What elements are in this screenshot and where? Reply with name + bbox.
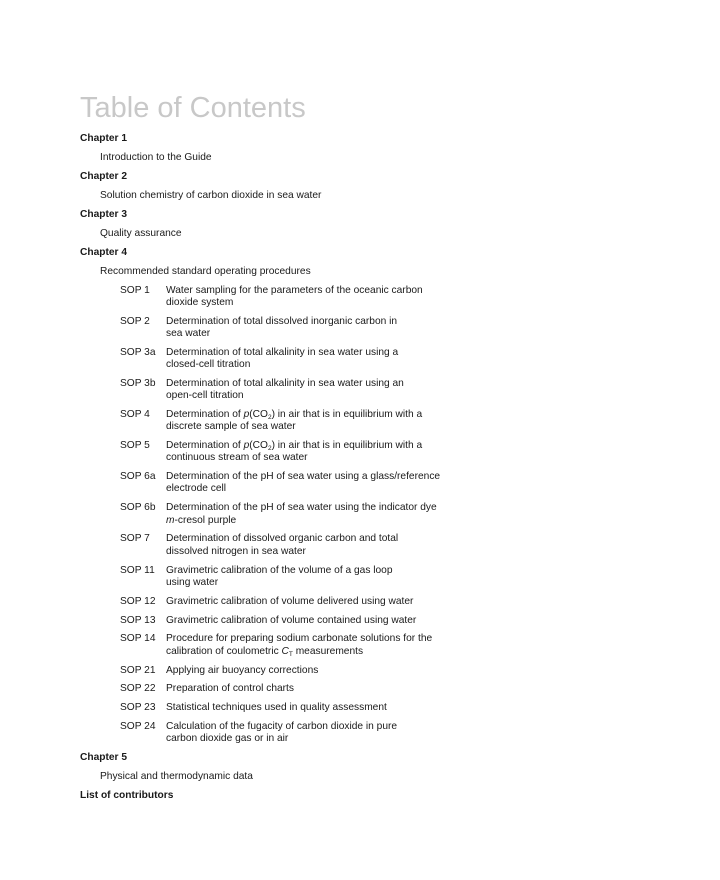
sop-code[interactable]: SOP 22: [120, 683, 156, 694]
sop-title-line[interactable]: using water: [166, 577, 219, 588]
sop-code[interactable]: SOP 3b: [120, 378, 156, 389]
sop-title-line[interactable]: continuous stream of sea water: [166, 452, 308, 463]
sop-title-line[interactable]: Water sampling for the parameters of the oceanic carbon: [166, 285, 423, 296]
sop-code[interactable]: SOP 6b: [120, 502, 156, 513]
sop-code[interactable]: SOP 5: [120, 440, 150, 451]
sop-title-line[interactable]: [166, 515, 236, 527]
sop-code[interactable]: SOP 24: [120, 721, 156, 732]
sop-title-line[interactable]: sea water: [166, 328, 211, 339]
page-title: Table of Contents: [80, 92, 306, 124]
text-run: (CO: [249, 409, 268, 420]
sop-code[interactable]: SOP 12: [120, 596, 156, 607]
sop-title-line[interactable]: Preparation of control charts: [166, 683, 294, 694]
sop-code[interactable]: SOP 21: [120, 665, 156, 676]
sop-code[interactable]: SOP 23: [120, 702, 156, 713]
sop-title-line[interactable]: carbon dioxide gas or in air: [166, 733, 289, 744]
chapter-1-entry[interactable]: Introduction to the Guide: [100, 152, 212, 163]
chapter-2-entry[interactable]: Solution chemistry of carbon dioxide in sea water: [100, 190, 322, 201]
sop-title-line[interactable]: Determination of dissolved organic carbon and total: [166, 533, 399, 544]
chapter-4-heading[interactable]: Chapter 4: [80, 247, 127, 258]
text-run: calibration of coulometric: [166, 646, 282, 657]
sop-title-line[interactable]: open-cell titration: [166, 390, 244, 401]
sop-title-line[interactable]: closed-cell titration: [166, 359, 251, 370]
chapter-4-entry[interactable]: Recommended standard operating procedures: [100, 266, 311, 277]
sop-code[interactable]: SOP 11: [120, 565, 155, 576]
sop-title-line[interactable]: [166, 646, 363, 659]
sop-title-line[interactable]: Applying air buoyancy corrections: [166, 665, 319, 676]
chapter-3-entry[interactable]: Quality assurance: [100, 228, 182, 239]
sop-title-line[interactable]: Calculation of the fugacity of carbon dioxide in pure: [166, 721, 398, 732]
sop-title-line[interactable]: Determination of the pH of sea water using a glass/reference: [166, 471, 441, 482]
text-run: Determination of: [166, 409, 244, 420]
sop-title-line[interactable]: electrode cell: [166, 483, 227, 494]
sop-code[interactable]: SOP 1: [120, 285, 150, 296]
sop-title-line[interactable]: Determination of total dissolved inorganic carbon in: [166, 316, 398, 327]
text-run: ) in air that is in equilibrium with a: [271, 440, 423, 451]
sop-title-line[interactable]: dioxide system: [166, 297, 234, 308]
text-run: measurements: [292, 646, 364, 657]
chapter-2-heading[interactable]: Chapter 2: [80, 171, 127, 182]
sop-code[interactable]: SOP 6a: [120, 471, 156, 482]
italic-symbol: p: [243, 440, 250, 451]
sop-code[interactable]: SOP 4: [120, 409, 150, 420]
sop-title-line[interactable]: Procedure for preparing sodium carbonate solutions for the: [166, 633, 433, 644]
sop-code[interactable]: SOP 3a: [120, 347, 156, 358]
sop-title-line[interactable]: Gravimetric calibration of volume delivered using water: [166, 596, 414, 607]
chapter-3-heading[interactable]: Chapter 3: [80, 209, 127, 220]
subscript: T: [288, 651, 293, 658]
text-run: -cresol purple: [174, 515, 237, 526]
subscript: 2: [267, 445, 272, 452]
contributors-heading[interactable]: List of contributors: [80, 790, 174, 801]
sop-code[interactable]: SOP 13: [120, 615, 156, 626]
italic-symbol: p: [243, 409, 250, 420]
sop-title-line[interactable]: Gravimetric calibration of volume contained using water: [166, 615, 417, 626]
chapter-1-heading[interactable]: Chapter 1: [80, 133, 127, 144]
text-run: Determination of: [166, 440, 244, 451]
text-run: (CO: [249, 440, 268, 451]
italic-symbol: m: [166, 515, 175, 526]
sop-code[interactable]: SOP 7: [120, 533, 150, 544]
sop-title-line[interactable]: Gravimetric calibration of the volume of a gas loop: [166, 565, 393, 576]
sop-title-line[interactable]: Statistical techniques used in quality assessment: [166, 702, 387, 713]
chapter-5-heading[interactable]: Chapter 5: [80, 752, 127, 763]
sop-title-line[interactable]: Determination of total alkalinity in sea water using an: [166, 378, 404, 389]
subscript: 2: [267, 414, 272, 421]
sop-title-line[interactable]: dissolved nitrogen in sea water: [166, 546, 306, 557]
italic-symbol: C: [281, 646, 289, 657]
text-run: ) in air that is in equilibrium with a: [271, 409, 423, 420]
sop-code[interactable]: SOP 2: [120, 316, 150, 327]
sop-code[interactable]: SOP 14: [120, 633, 156, 644]
sop-title-line[interactable]: Determination of total alkalinity in sea water using a: [166, 347, 399, 358]
chapter-5-entry[interactable]: Physical and thermodynamic data: [100, 771, 253, 782]
sop-title-line[interactable]: discrete sample of sea water: [166, 421, 296, 432]
sop-title-line[interactable]: Determination of the pH of sea water using the indicator dye: [166, 502, 437, 513]
